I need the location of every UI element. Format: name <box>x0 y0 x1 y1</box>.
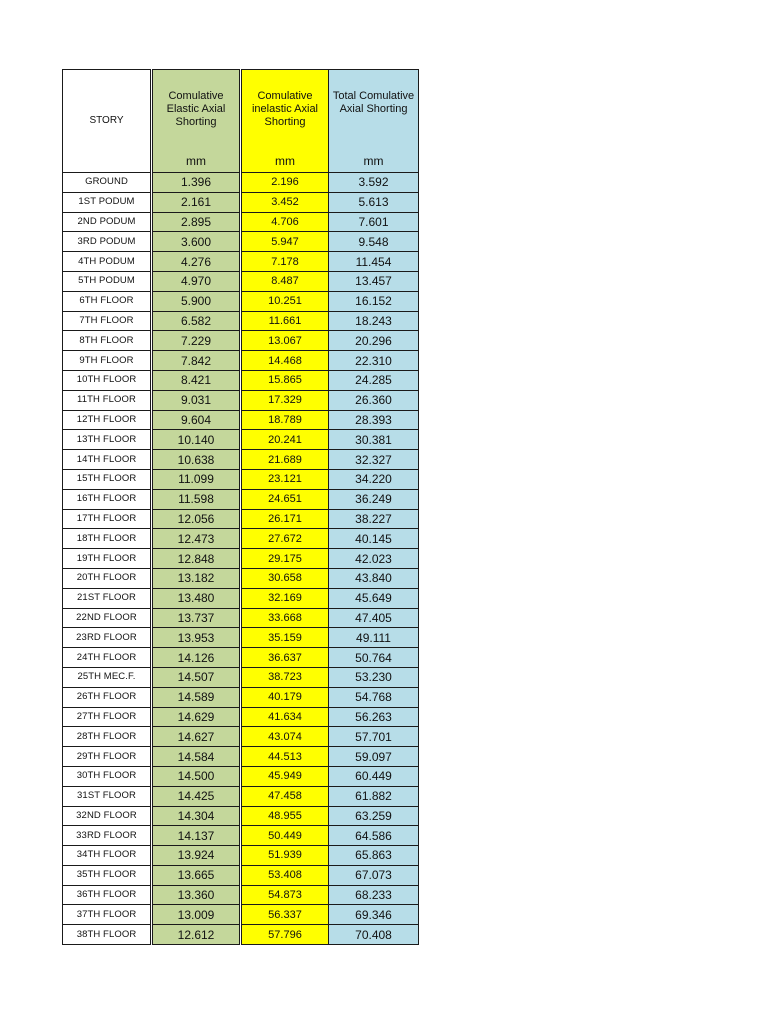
elastic-cell: 13.665 <box>152 865 241 885</box>
elastic-cell: 12.056 <box>152 509 241 529</box>
total-cell: 69.346 <box>329 905 419 925</box>
story-cell: 5TH PODUM <box>63 271 152 291</box>
inelastic-cell: 21.689 <box>241 450 329 470</box>
story-cell: 38TH FLOOR <box>63 925 152 945</box>
elastic-cell: 12.473 <box>152 529 241 549</box>
total-cell: 42.023 <box>329 549 419 569</box>
total-cell: 56.263 <box>329 707 419 727</box>
total-cell: 13.457 <box>329 271 419 291</box>
elastic-cell: 14.126 <box>152 648 241 668</box>
table-row <box>63 826 419 846</box>
story-cell: 16TH FLOOR <box>63 489 152 509</box>
inelastic-cell: 11.661 <box>241 311 329 331</box>
table-row <box>63 331 419 351</box>
elastic-cell: 10.638 <box>152 450 241 470</box>
story-cell: 11TH FLOOR <box>63 390 152 410</box>
inelastic-cell: 15.865 <box>241 370 329 390</box>
elastic-cell: 7.229 <box>152 331 241 351</box>
total-unit: mm <box>363 154 384 168</box>
elastic-cell: 11.598 <box>152 489 241 509</box>
total-cell: 7.601 <box>329 212 419 232</box>
elastic-cell: 4.276 <box>152 252 241 272</box>
total-cell: 45.649 <box>329 588 419 608</box>
elastic-cell: 8.421 <box>152 370 241 390</box>
table-row <box>63 925 419 945</box>
inelastic-cell: 13.067 <box>241 331 329 351</box>
story-cell: 35TH FLOOR <box>63 865 152 885</box>
inelastic-cell: 41.634 <box>241 707 329 727</box>
inelastic-cell: 26.171 <box>241 509 329 529</box>
elastic-cell: 10.140 <box>152 430 241 450</box>
total-header-title: Total Comulative Axial Shorting <box>332 90 415 115</box>
table-row <box>63 212 419 232</box>
total-cell: 26.360 <box>329 390 419 410</box>
table-row <box>63 370 419 390</box>
table-row <box>63 173 419 193</box>
story-cell: 22ND FLOOR <box>63 608 152 628</box>
table-row <box>63 905 419 925</box>
axial-shortening-table <box>62 69 419 945</box>
total-cell: 9.548 <box>329 232 419 252</box>
elastic-cell: 14.304 <box>152 806 241 826</box>
story-cell: 4TH PODUM <box>63 252 152 272</box>
story-cell: 1ST PODUM <box>63 192 152 212</box>
story-cell: 18TH FLOOR <box>63 529 152 549</box>
total-cell: 24.285 <box>329 370 419 390</box>
inelastic-cell: 14.468 <box>241 351 329 371</box>
inelastic-cell: 3.452 <box>241 192 329 212</box>
story-cell: 17TH FLOOR <box>63 509 152 529</box>
story-cell: 2ND PODUM <box>63 212 152 232</box>
table-row <box>63 410 419 430</box>
table-row <box>63 311 419 331</box>
elastic-cell: 14.589 <box>152 687 241 707</box>
elastic-cell: 14.500 <box>152 766 241 786</box>
elastic-cell: 13.480 <box>152 588 241 608</box>
elastic-cell: 14.507 <box>152 667 241 687</box>
elastic-cell: 13.182 <box>152 568 241 588</box>
inelastic-cell: 18.789 <box>241 410 329 430</box>
table-row <box>63 192 419 212</box>
inelastic-cell: 44.513 <box>241 747 329 767</box>
table-row <box>63 430 419 450</box>
table-row <box>63 529 419 549</box>
elastic-unit: mm <box>186 154 206 168</box>
elastic-cell: 14.137 <box>152 826 241 846</box>
inelastic-unit: mm <box>275 154 295 168</box>
story-cell: 23RD FLOOR <box>63 628 152 648</box>
table-row <box>63 509 419 529</box>
elastic-cell: 12.612 <box>152 925 241 945</box>
elastic-cell: 7.842 <box>152 351 241 371</box>
inelastic-cell: 32.169 <box>241 588 329 608</box>
inelastic-cell: 8.487 <box>241 271 329 291</box>
story-cell: 6TH FLOOR <box>63 291 152 311</box>
table-row <box>63 608 419 628</box>
elastic-cell: 13.009 <box>152 905 241 925</box>
table-row <box>63 628 419 648</box>
elastic-cell: 2.161 <box>152 192 241 212</box>
inelastic-cell: 4.706 <box>241 212 329 232</box>
story-cell: 10TH FLOOR <box>63 370 152 390</box>
table-row <box>63 885 419 905</box>
total-cell: 34.220 <box>329 469 419 489</box>
table-row <box>63 549 419 569</box>
total-cell: 32.327 <box>329 450 419 470</box>
total-cell: 64.586 <box>329 826 419 846</box>
story-cell: 19TH FLOOR <box>63 549 152 569</box>
total-cell: 38.227 <box>329 509 419 529</box>
table-row <box>63 252 419 272</box>
table-row <box>63 232 419 252</box>
total-cell: 49.111 <box>329 628 419 648</box>
elastic-cell: 12.848 <box>152 549 241 569</box>
elastic-cell: 13.924 <box>152 846 241 866</box>
header-row <box>63 70 419 173</box>
inelastic-cell: 38.723 <box>241 667 329 687</box>
table-row <box>63 707 419 727</box>
table-row <box>63 806 419 826</box>
total-cell: 36.249 <box>329 489 419 509</box>
elastic-cell: 9.031 <box>152 390 241 410</box>
elastic-cell: 4.970 <box>152 271 241 291</box>
inelastic-cell: 36.637 <box>241 648 329 668</box>
total-cell: 22.310 <box>329 351 419 371</box>
inelastic-cell: 48.955 <box>241 806 329 826</box>
story-cell: 32ND FLOOR <box>63 806 152 826</box>
inelastic-cell: 47.458 <box>241 786 329 806</box>
total-cell: 43.840 <box>329 568 419 588</box>
total-cell: 67.073 <box>329 865 419 885</box>
story-cell: 7TH FLOOR <box>63 311 152 331</box>
story-cell: 29TH FLOOR <box>63 747 152 767</box>
story-cell: 24TH FLOOR <box>63 648 152 668</box>
elastic-cell: 11.099 <box>152 469 241 489</box>
total-cell: 30.381 <box>329 430 419 450</box>
total-cell: 18.243 <box>329 311 419 331</box>
total-cell: 57.701 <box>329 727 419 747</box>
story-cell: 36TH FLOOR <box>63 885 152 905</box>
total-cell: 63.259 <box>329 806 419 826</box>
inelastic-cell: 50.449 <box>241 826 329 846</box>
story-cell: 12TH FLOOR <box>63 410 152 430</box>
total-cell: 61.882 <box>329 786 419 806</box>
table-row <box>63 568 419 588</box>
inelastic-cell: 23.121 <box>241 469 329 489</box>
table-row <box>63 786 419 806</box>
table-row <box>63 489 419 509</box>
total-cell: 53.230 <box>329 667 419 687</box>
elastic-cell: 14.629 <box>152 707 241 727</box>
inelastic-cell: 40.179 <box>241 687 329 707</box>
inelastic-cell: 29.175 <box>241 549 329 569</box>
table-row <box>63 747 419 767</box>
inelastic-cell: 51.939 <box>241 846 329 866</box>
story-cell: 25TH MEC.F. <box>63 667 152 687</box>
inelastic-cell: 43.074 <box>241 727 329 747</box>
elastic-header <box>152 70 241 173</box>
table-row <box>63 687 419 707</box>
inelastic-cell: 27.672 <box>241 529 329 549</box>
story-cell: 27TH FLOOR <box>63 707 152 727</box>
inelastic-cell: 7.178 <box>241 252 329 272</box>
total-cell: 70.408 <box>329 925 419 945</box>
inelastic-header-title: Comulative inelastic Axial Shorting <box>251 90 319 128</box>
table-body <box>63 173 419 945</box>
elastic-cell: 13.360 <box>152 885 241 905</box>
elastic-cell: 1.396 <box>152 173 241 193</box>
story-cell: 3RD PODUM <box>63 232 152 252</box>
story-cell: 9TH FLOOR <box>63 351 152 371</box>
elastic-cell: 2.895 <box>152 212 241 232</box>
total-cell: 11.454 <box>329 252 419 272</box>
table-row <box>63 450 419 470</box>
story-cell: 30TH FLOOR <box>63 766 152 786</box>
story-cell: 20TH FLOOR <box>63 568 152 588</box>
story-cell: GROUND <box>63 173 152 193</box>
table-row <box>63 390 419 410</box>
total-cell: 20.296 <box>329 331 419 351</box>
table-row <box>63 667 419 687</box>
inelastic-cell: 10.251 <box>241 291 329 311</box>
total-header <box>329 70 419 173</box>
inelastic-cell: 5.947 <box>241 232 329 252</box>
total-cell: 40.145 <box>329 529 419 549</box>
story-cell: 21ST FLOOR <box>63 588 152 608</box>
inelastic-cell: 20.241 <box>241 430 329 450</box>
table-row <box>63 291 419 311</box>
elastic-cell: 13.953 <box>152 628 241 648</box>
elastic-header-title: Comulative Elastic Axial Shorting <box>166 90 226 128</box>
table-row <box>63 351 419 371</box>
elastic-cell: 3.600 <box>152 232 241 252</box>
inelastic-cell: 33.668 <box>241 608 329 628</box>
total-cell: 5.613 <box>329 192 419 212</box>
total-cell: 59.097 <box>329 747 419 767</box>
total-cell: 60.449 <box>329 766 419 786</box>
total-cell: 54.768 <box>329 687 419 707</box>
table-row <box>63 846 419 866</box>
story-header <box>63 70 152 173</box>
inelastic-cell: 2.196 <box>241 173 329 193</box>
story-cell: 26TH FLOOR <box>63 687 152 707</box>
inelastic-cell: 35.159 <box>241 628 329 648</box>
inelastic-header <box>241 70 329 173</box>
story-cell: 34TH FLOOR <box>63 846 152 866</box>
inelastic-cell: 30.658 <box>241 568 329 588</box>
table-row <box>63 469 419 489</box>
total-cell: 28.393 <box>329 410 419 430</box>
elastic-cell: 13.737 <box>152 608 241 628</box>
inelastic-cell: 45.949 <box>241 766 329 786</box>
elastic-cell: 5.900 <box>152 291 241 311</box>
elastic-cell: 14.425 <box>152 786 241 806</box>
elastic-cell: 14.584 <box>152 747 241 767</box>
table-row <box>63 727 419 747</box>
inelastic-cell: 53.408 <box>241 865 329 885</box>
elastic-cell: 14.627 <box>152 727 241 747</box>
story-header-label: STORY <box>89 114 124 126</box>
inelastic-cell: 57.796 <box>241 925 329 945</box>
total-cell: 3.592 <box>329 173 419 193</box>
total-cell: 16.152 <box>329 291 419 311</box>
table-row <box>63 865 419 885</box>
story-cell: 28TH FLOOR <box>63 727 152 747</box>
story-cell: 15TH FLOOR <box>63 469 152 489</box>
total-cell: 65.863 <box>329 846 419 866</box>
inelastic-cell: 54.873 <box>241 885 329 905</box>
story-cell: 33RD FLOOR <box>63 826 152 846</box>
inelastic-cell: 17.329 <box>241 390 329 410</box>
table-row <box>63 766 419 786</box>
story-cell: 37TH FLOOR <box>63 905 152 925</box>
total-cell: 68.233 <box>329 885 419 905</box>
total-cell: 50.764 <box>329 648 419 668</box>
story-cell: 14TH FLOOR <box>63 450 152 470</box>
inelastic-cell: 24.651 <box>241 489 329 509</box>
table-row <box>63 271 419 291</box>
table-row <box>63 588 419 608</box>
elastic-cell: 6.582 <box>152 311 241 331</box>
story-cell: 13TH FLOOR <box>63 430 152 450</box>
table-row <box>63 648 419 668</box>
story-cell: 31ST FLOOR <box>63 786 152 806</box>
story-cell: 8TH FLOOR <box>63 331 152 351</box>
total-cell: 47.405 <box>329 608 419 628</box>
elastic-cell: 9.604 <box>152 410 241 430</box>
inelastic-cell: 56.337 <box>241 905 329 925</box>
